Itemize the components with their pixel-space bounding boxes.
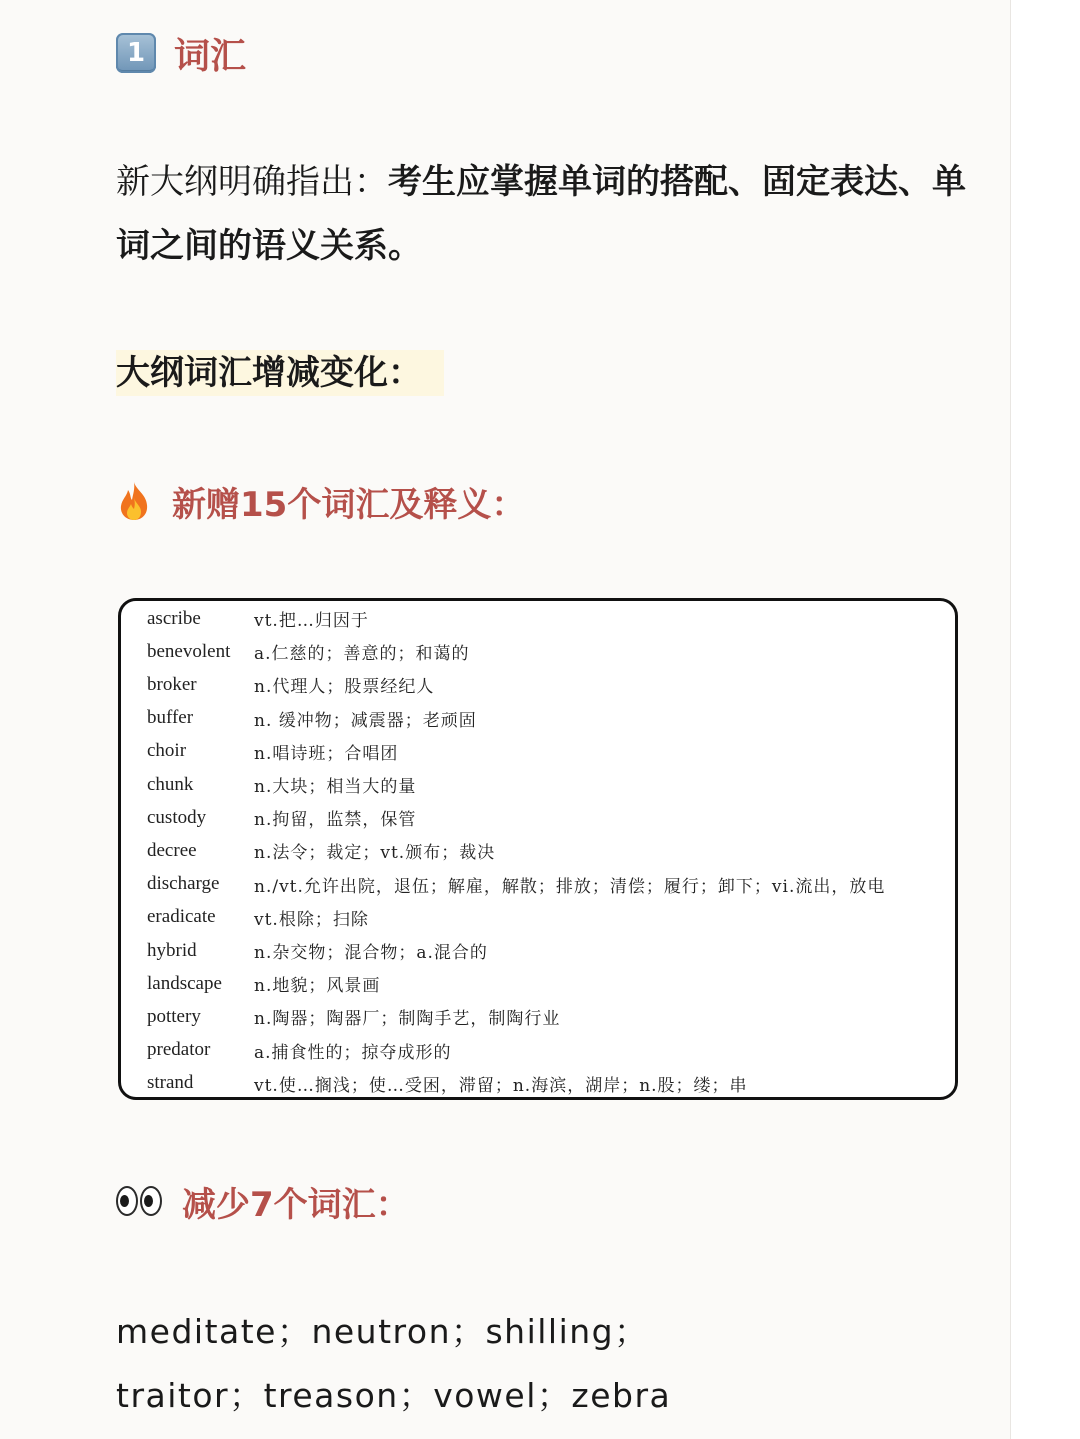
vocab-word: eradicate [147,906,216,928]
vocab-row [121,834,955,867]
vocab-row [121,668,955,701]
section-title: 词汇 [174,35,247,77]
vocab-word: landscape [147,972,222,994]
vocab-row [121,635,955,668]
vocab-row [121,801,955,834]
vocab-definition: n.杂交物；混合物；a.混合的 [254,943,488,963]
vocab-table [118,598,958,1100]
vocab-definition: vt.根除；扫除 [254,909,369,930]
removed-words-line-1: meditate；neutron；shilling； [116,1312,649,1351]
vocab-definition: n./vt.允许出院，退伍；解雇，解散；排放；清偿；履行；卸下；vi.流出，放电 [254,876,886,897]
added-title: 新赠15个词汇及释义： [172,484,526,525]
eyes-icon [116,1186,162,1216]
intro-paragraph [116,150,966,278]
vocab-word: chunk [147,773,194,795]
vocab-word: choir [147,740,187,762]
vocab-definition: vt.把…归因于 [254,611,369,631]
vocab-row [121,735,955,768]
vocab-row [121,602,955,635]
removed-title: 减少7个词汇： [182,1184,410,1225]
vocab-word: buffer [147,707,194,729]
vocab-row [121,702,955,735]
intro-emphasis: 考生应掌握单词的搭配、固定表达、单词之间的语义关系。 [116,162,966,266]
vocab-definition: n.代理人；股票经纪人 [254,677,435,698]
section-heading [116,30,246,76]
removed-heading [116,1178,410,1224]
vocab-word: custody [147,806,207,828]
vocab-row [121,967,955,1000]
changes-label: 大纲词汇增减变化： [116,350,444,396]
vocab-row [121,1034,955,1067]
vocab-definition: n.唱诗班；合唱团 [254,743,399,764]
vocab-word: benevolent [147,640,231,662]
vocab-row [121,934,955,967]
vocab-row [121,1067,955,1100]
keycap-one-icon: 1 [116,33,156,73]
right-gutter [1010,0,1080,1439]
intro-prefix: 新大纲明确指出： [116,162,388,202]
vocab-word: discharge [147,873,220,895]
vocab-row [121,868,955,901]
fire-icon [116,481,152,521]
added-heading [116,478,525,524]
vocab-row [121,768,955,801]
vocab-word: predator [147,1039,211,1061]
vocab-word: strand [147,1072,194,1094]
vocab-definition: n.拘留，监禁，保管 [254,810,417,831]
vocab-definition: vt.使…搁浅；使…受困，滞留；n.海滨，湖岸；n.股；缕；串 [254,1075,748,1096]
vocab-definition: a.仁慈的；善意的；和蔼的 [254,644,470,665]
vocab-row [121,1000,955,1033]
vocab-word: ascribe [147,607,201,629]
vocab-definition: n.地貌；风景画 [254,976,381,997]
vocab-definition: n.陶器；陶器厂；制陶手艺，制陶行业 [254,1009,561,1030]
vocab-definition: n.法令；裁定；vt.颁布；裁决 [254,843,496,864]
vocab-word: broker [147,673,197,695]
vocab-word: hybrid [147,939,197,961]
vocab-word: pottery [147,1005,201,1027]
vocab-word: decree [147,839,197,861]
removed-words-line-2: traitor；treason；vowel；zebra [116,1376,672,1415]
vocab-definition: n.大块；相当大的量 [254,777,417,797]
vocab-definition: a.捕食性的；掠夺成形的 [254,1042,452,1063]
vocab-row [121,901,955,934]
vocab-definition: n. 缓冲物；减震器；老顽固 [254,710,477,731]
